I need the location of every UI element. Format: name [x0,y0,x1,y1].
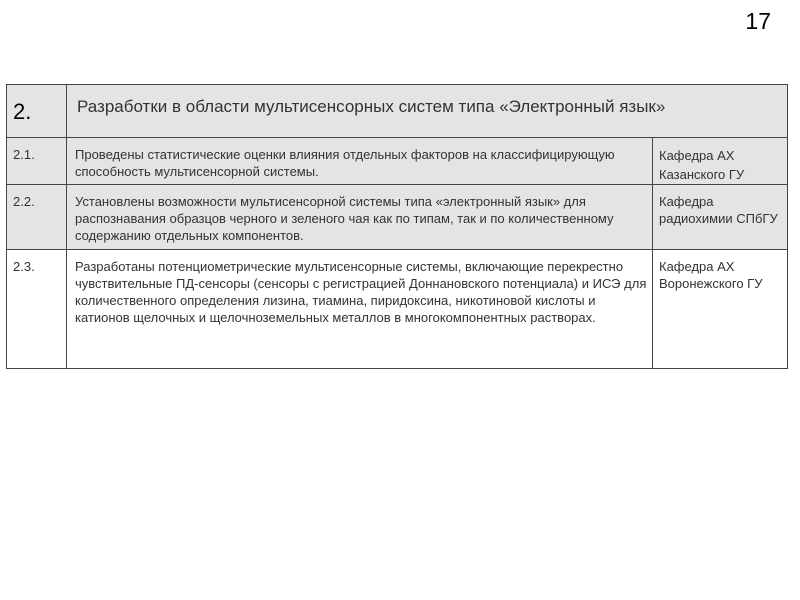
row-number: 2.2. [13,194,35,209]
row-description-cell [67,138,653,185]
row-organization: Кафедра радиохимии СПбГУ [659,194,778,226]
row-description: Проведены статистические оценки влияния отдельных факторов на классифицирующую способность мультисенсорной системы. [75,147,615,179]
section-title: Разработки в области мультисенсорных систем типа «Электронный язык» [77,97,666,116]
row-number-cell [7,138,67,185]
row-number: 2.1. [13,147,35,162]
row-organization: Кафедра АХ Воронежского ГУ [659,259,763,291]
row-number-cell [7,185,67,250]
row-number: 2.3. [13,259,35,274]
table-row [7,250,788,369]
row-organization-cell [653,250,788,369]
row-organization-cell [653,138,788,185]
row-description-cell [67,185,653,250]
developments-table [6,84,788,369]
row-number-cell [7,250,67,369]
row-description: Установлены возможности мультисенсорной системы типа «электронный язык» для распознавания образцов черного и зеленого чая как по типам, так и по количественному содержанию отдельных компонентов. [75,194,614,243]
page-number: 17 [745,8,771,34]
table-header-row [7,85,788,138]
section-number: 2. [13,99,32,124]
row-description: Разработаны потенциометрические мультисенсорные системы, включающие перекрестно чувствительные ПД-сенсоры (сенсоры с регистрацией Доннановского потенциала) и ИСЭ для количественного определения лизина, тиамина, пиридоксина, никотиновой кислоты и катионов щелочных и щелочноземельных металлов в многокомпонентных растворах. [75,259,647,325]
row-organization-cell [653,185,788,250]
row-description-cell [67,250,653,369]
header-title-cell [67,85,788,138]
table-row [7,138,788,185]
table-row [7,185,788,250]
header-number-cell [7,85,67,138]
row-organization: Кафедра АХ Казанского ГУ [659,148,745,182]
